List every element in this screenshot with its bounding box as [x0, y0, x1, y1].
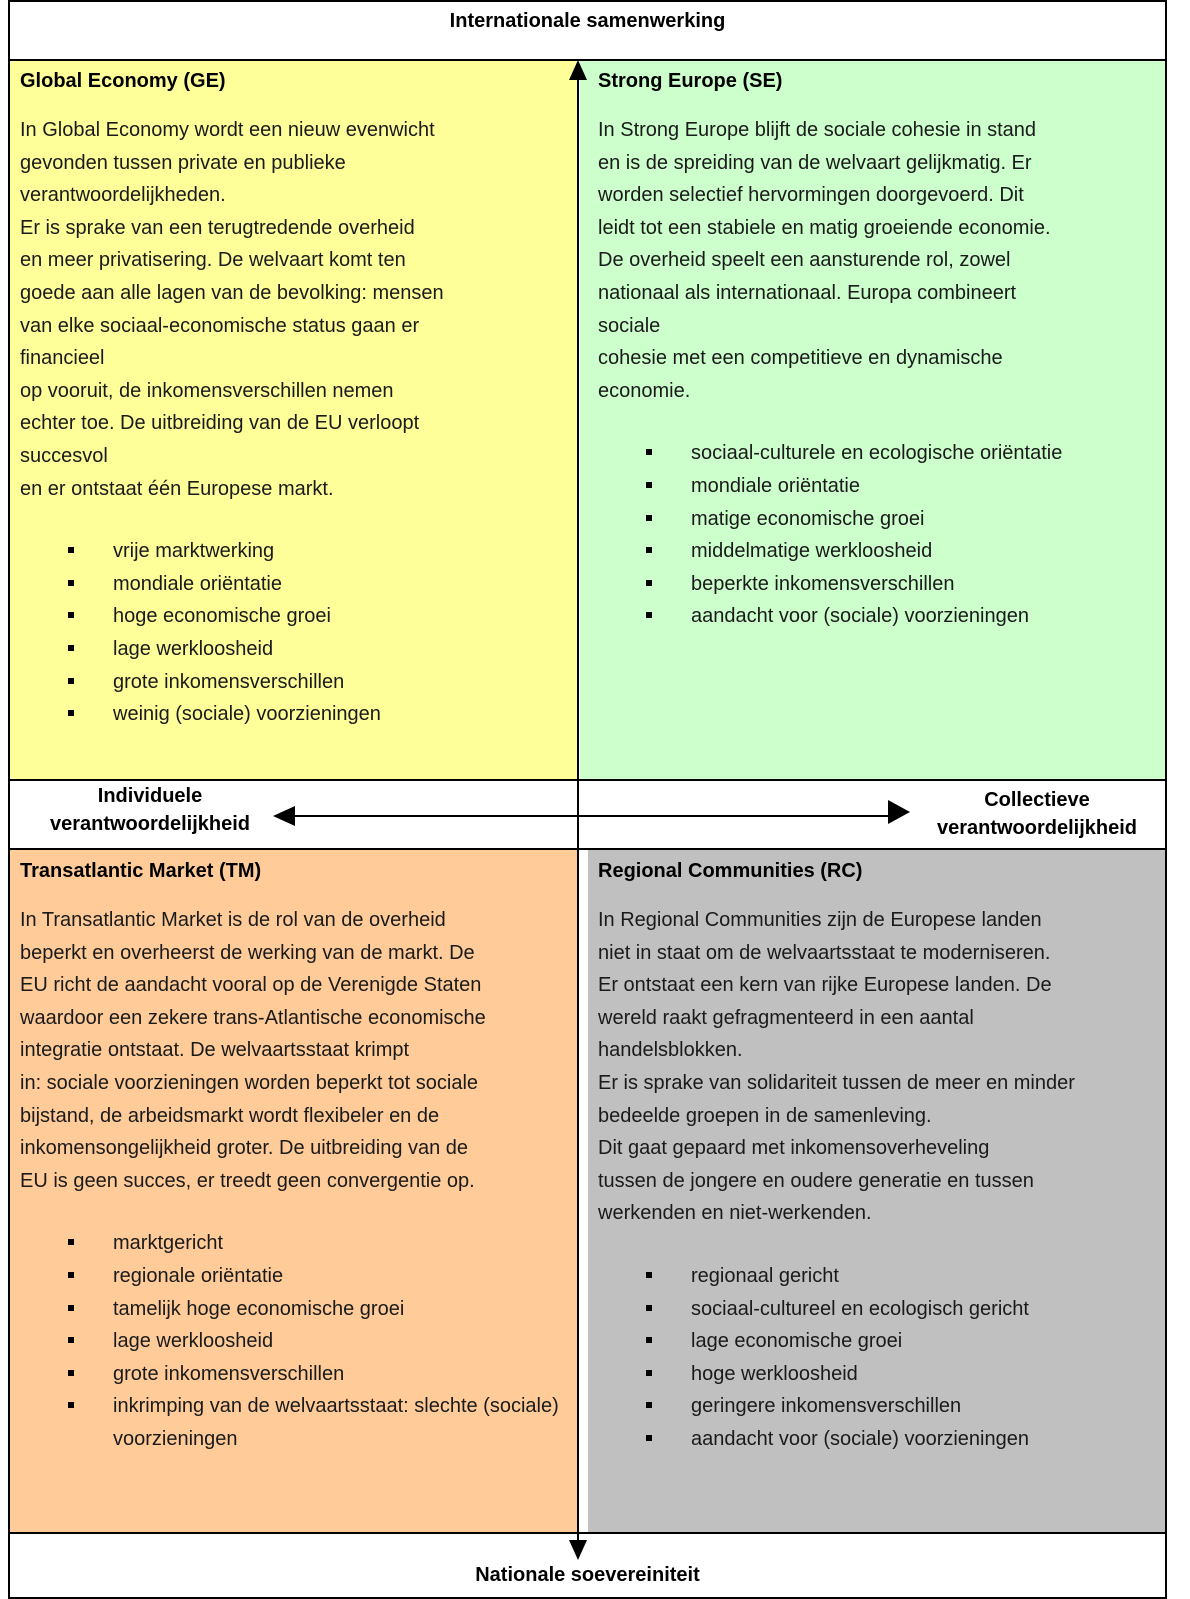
bullet-text: hoge werkloosheid [691, 1362, 858, 1385]
axis-bottom-label: Nationale soevereiniteit [475, 1564, 700, 1586]
quadrant-title: Strong Europe (SE) [598, 70, 783, 92]
axis-top-label: Internationale samenwerking [449, 10, 726, 32]
bullet-text: matige economische groei [691, 507, 925, 530]
bullet-text: lage werkloosheid [113, 637, 274, 660]
axis-right-line2: verantwoordelijkheid [936, 817, 1138, 839]
quadrant-title: Regional Communities (RC) [598, 860, 863, 882]
bullet-text: mondiale oriëntatie [113, 572, 282, 595]
axis-left-line2: verantwoordelijkheid [49, 813, 251, 835]
bullet-text: geringere inkomensverschillen [691, 1395, 962, 1418]
arrow-left [273, 806, 295, 826]
bullet-text: beperkte inkomensverschillen [691, 572, 955, 595]
bullet-text: sociaal-cultureel en ecologisch gericht [691, 1297, 1029, 1320]
bullet-text: vrije marktwerking [113, 540, 275, 563]
bullet-text: regionale oriëntatie [113, 1264, 284, 1287]
axis-right-line1: Collectieve [984, 789, 1090, 811]
bullet-text: middelmatige werkloosheid [691, 540, 933, 563]
arrow-up [569, 60, 587, 80]
quadrant-description: In Global Economy wordt een nieuw evenwicht gevonden tussen private en publieke verantwoordelijkheden. Er is sprake van een terugtredende overheid en meer privatisering. De welvaart komt ten goede aan alle lagen van de bevolking: mensen van elke sociaal-economische status gaan er financieel op vooruit, de inkomensverschillen nemen echter toe. De uitbreiding van de EU verloopt succesvol en er ontstaat één Europese markt. [20, 119, 444, 500]
bullet-text: lage economische groei [691, 1330, 903, 1353]
quadrant-description: In Regional Communities zijn de Europese landen niet in staat om de welvaartsstaat te moderniseren. Er ontstaat een kern van rijke Europese landen. De wereld raakt gefragmenteerd in een aantal handelsblokken. Er is sprake van solidariteit tussen de meer en minder bedeelde groepen in de samenleving. Dit gaat gepaard met inkomensoverheveling tussen de jongere en oudere generatie en tussen werkenden en niet-werkenden. [598, 909, 1075, 1225]
quadrant-description: In Strong Europe blijft de sociale cohesie in stand en is de spreiding van de welvaart gelijkmatig. Er worden selectief hervormingen doorgevoerd. Dit leidt tot een stabiele en matig groeiende economie. De overheid speelt een aansturende rol, zowel nationaal als internationaal. Europa combineert sociale cohesie met een competitieve en dynamische economie. [598, 119, 1051, 402]
arrow-right [888, 800, 910, 824]
bullet-text: weinig (sociale) voorzieningen [113, 703, 381, 726]
axis-left-line1: Individuele [97, 785, 203, 807]
bullet-text: grote inkomensverschillen [113, 1362, 345, 1385]
arrow-down [569, 1540, 587, 1560]
bullet-text: grote inkomensverschillen [113, 670, 345, 693]
bullet-text: aandacht voor (sociale) voorzieningen [691, 605, 1029, 628]
bullet-text: regionaal gericht [691, 1264, 839, 1287]
quadrant-title: Global Economy (GE) [20, 70, 226, 92]
quadrant-description: In Transatlantic Market is de rol van de overheid beperkt en overheerst de werking van de markt. De EU richt de aandacht vooral op de Verenigde Staten waardoor een zekere trans-Atlantische economische integratie ontstaat. De welvaartsstaat krimpt in: sociale voorzieningen worden beperkt tot sociale bijstand, de arbeidsmarkt wordt flexibeler en de inkomensongelijkheid groter. De uitbreiding van de EU is geen succes, er treedt geen convergentie op. [20, 909, 486, 1192]
quadrant-title: Transatlantic Market (TM) [20, 860, 262, 882]
bullet-text: hoge economische groei [113, 605, 331, 628]
bullet-text: lage werkloosheid [113, 1330, 274, 1353]
bullet-text: tamelijk hoge economische groei [113, 1297, 405, 1320]
bullet-text: mondiale oriëntatie [691, 474, 860, 497]
bullet-text: marktgericht [113, 1232, 224, 1255]
bullet-text: aandacht voor (sociale) voorzieningen [691, 1427, 1029, 1450]
bullet-text: sociaal-culturele en ecologische oriëntatie [691, 442, 1063, 465]
bullet-text: inkrimping van de welvaartsstaat: slechte (sociale) voorzieningen [113, 1395, 559, 1450]
